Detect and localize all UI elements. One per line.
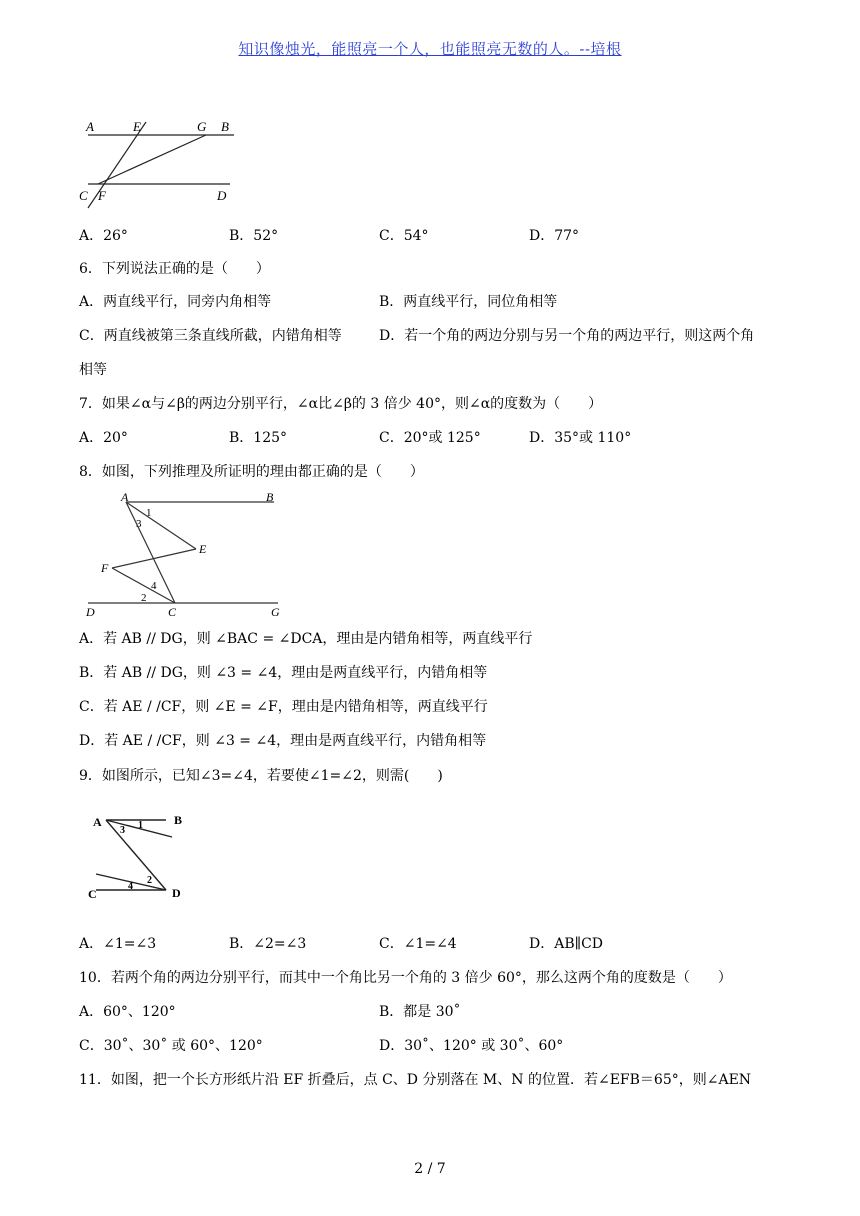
label-angle-3: 3 bbox=[136, 518, 142, 530]
q10-option-b: B．都是 30˚ bbox=[379, 1004, 461, 1020]
label-angle-4: 4 bbox=[151, 580, 157, 592]
q7-stem: 7．如果∠α与∠β的两边分别平行，∠α比∠β的 3 倍少 40°，则∠α的度数为（ ） bbox=[79, 396, 603, 412]
q7-option-c: C．20°或 125° bbox=[379, 430, 481, 446]
q8-option-d: D．若 AE / /CF，则 ∠3 = ∠4，理由是两直线平行，内错角相等 bbox=[79, 733, 487, 749]
q10-stem: 10．若两个角的两边分别平行，而其中一个角比另一个角的 3 倍少 60°，那么这两个角的度数是（ ） bbox=[79, 970, 732, 986]
label-a: A bbox=[121, 490, 129, 504]
label-g: G bbox=[197, 119, 207, 134]
label-f: F bbox=[101, 561, 109, 575]
q10-option-c: C．30˚、30˚ 或 60°、120° bbox=[79, 1038, 263, 1054]
figure-q5-parallel-lines bbox=[76, 114, 246, 212]
label-c: C bbox=[79, 188, 88, 203]
label-a: A bbox=[86, 119, 94, 134]
page-number: 2 / 7 bbox=[414, 1161, 446, 1177]
figure-q9-zigzag bbox=[86, 808, 196, 904]
label-c: C bbox=[168, 605, 177, 619]
q5-option-a: A．26° bbox=[79, 228, 128, 244]
q8-option-b: B．若 AB // DG，则 ∠3 = ∠4，理由是两直线平行，内错角相等 bbox=[79, 665, 488, 681]
q10-option-a: A．60°、120° bbox=[79, 1004, 176, 1020]
q6-option-d: D．若一个角的两边分别与另一个角的两边平行，则这两个角 bbox=[379, 328, 755, 344]
line-ef bbox=[112, 549, 196, 568]
label-b: B bbox=[266, 490, 274, 504]
q7-option-d: D．35°或 110° bbox=[529, 430, 632, 446]
label-angle-2: 2 bbox=[141, 592, 147, 604]
label-a: A bbox=[93, 815, 102, 829]
label-d: D bbox=[172, 886, 181, 900]
label-angle-1: 1 bbox=[146, 507, 152, 519]
q8-option-a: A．若 AB // DG，则 ∠BAC = ∠DCA，理由是内错角相等，两直线平行 bbox=[79, 631, 533, 647]
q5-option-b: B．52° bbox=[229, 228, 279, 244]
line-ad bbox=[106, 820, 166, 890]
label-b: B bbox=[174, 813, 183, 827]
q5-option-c: C．54° bbox=[379, 228, 429, 244]
label-b: B bbox=[221, 119, 229, 134]
label-angle-4: 4 bbox=[128, 881, 133, 892]
q9-option-a: A．∠1=∠3 bbox=[79, 936, 157, 952]
q8-option-c: C．若 AE / /CF，则 ∠E = ∠F，理由是内错角相等，两直线平行 bbox=[79, 699, 488, 715]
q6-option-b: B．两直线平行，同位角相等 bbox=[379, 294, 558, 310]
q5-option-d: D．77° bbox=[529, 228, 580, 244]
q11-stem: 11．如图，把一个长方形纸片沿 EF 折叠后，点 C、D 分别落在 M、N 的位置．若∠EFB＝65°，则∠AEN bbox=[79, 1072, 752, 1088]
header-motto: 知识像烛光，能照亮一个人，也能照亮无数的人。--培根 bbox=[238, 40, 622, 58]
q6-option-c: C．两直线被第三条直线所截，内错角相等 bbox=[79, 328, 342, 344]
label-c: C bbox=[88, 887, 97, 901]
figure-q8-zigzag bbox=[82, 488, 292, 622]
q7-option-b: B．125° bbox=[229, 430, 288, 446]
q9-option-d: D．AB∥CD bbox=[529, 936, 604, 952]
q6-option-d-continued: 相等 bbox=[79, 362, 107, 378]
q6-stem: 6．下列说法正确的是（ ） bbox=[79, 261, 270, 277]
q9-option-b: B．∠2=∠3 bbox=[229, 936, 307, 952]
label-f: F bbox=[98, 188, 106, 203]
label-angle-1: 1 bbox=[138, 820, 143, 831]
q6-option-a: A．两直线平行，同旁内角相等 bbox=[79, 294, 272, 310]
label-d: D bbox=[86, 605, 95, 619]
line-gf bbox=[98, 135, 206, 184]
q8-stem: 8．如图，下列推理及所证明的理由都正确的是（ ） bbox=[79, 464, 424, 480]
label-e: E bbox=[133, 119, 141, 134]
q9-stem: 9．如图所示，已知∠3=∠4，若要使∠1=∠2，则需( ) bbox=[79, 768, 443, 784]
label-e: E bbox=[199, 542, 207, 556]
q9-option-c: C．∠1=∠4 bbox=[379, 936, 457, 952]
q10-option-d: D．30˚、120° 或 30˚、60° bbox=[379, 1038, 564, 1054]
label-g: G bbox=[271, 605, 280, 619]
label-angle-2: 2 bbox=[147, 875, 152, 886]
q7-option-a: A．20° bbox=[79, 430, 128, 446]
label-angle-3: 3 bbox=[120, 825, 125, 836]
label-d: D bbox=[217, 188, 227, 203]
